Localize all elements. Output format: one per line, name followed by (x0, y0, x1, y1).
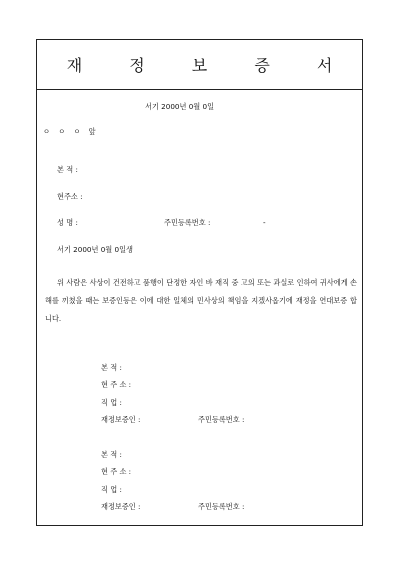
guarantor2-address-label: 현 주 소 : (101, 467, 132, 476)
document-title: 재 정 보 증 서 (66, 56, 354, 75)
guarantor1-job-label: 직 업 : (101, 398, 122, 407)
guarantor2-domicile-label: 본 적 : (101, 450, 122, 459)
principal-rrn-dash: - (263, 218, 266, 227)
guarantor1-rrn-label: 주민등록번호 : (198, 415, 245, 424)
principal-rrn-label: 주민등록번호 : (164, 218, 211, 227)
principal-birth-line: 서기 2000년 0월 0일생 (57, 245, 133, 254)
guarantor2-job-label: 직 업 : (101, 485, 122, 494)
date-line: 서기 2000년 0월 0일 (145, 102, 215, 111)
title-box (37, 40, 362, 90)
guarantor1-guarantor-label: 재정보증인 : (101, 415, 141, 424)
guarantor1-domicile-label: 본 적 : (101, 363, 122, 372)
guarantor2-rrn-label: 주민등록번호 : (198, 502, 245, 511)
document-frame (36, 39, 363, 526)
guarantor2-guarantor-label: 재정보증인 : (101, 502, 141, 511)
principal-name-label: 성 명 : (57, 218, 78, 227)
guarantor1-address-label: 현 주 소 : (101, 380, 132, 389)
principal-domicile-label: 본 적 : (57, 165, 78, 174)
principal-address-label: 현주소 : (57, 192, 83, 201)
guarantee-statement: 위 사람은 사상이 건전하고 품행이 단정한 자인 바 재직 중 고의 또는 과실로 인하여 귀사에게 손해를 끼쳤을 때는 보증인등은 이에 대한 일체의 민사상의 책임을 지겠사옵기에 재정을 연대보증 합니다. (45, 278, 357, 323)
addressee: ㅇ ㅇ ㅇ 앞 (43, 127, 99, 136)
